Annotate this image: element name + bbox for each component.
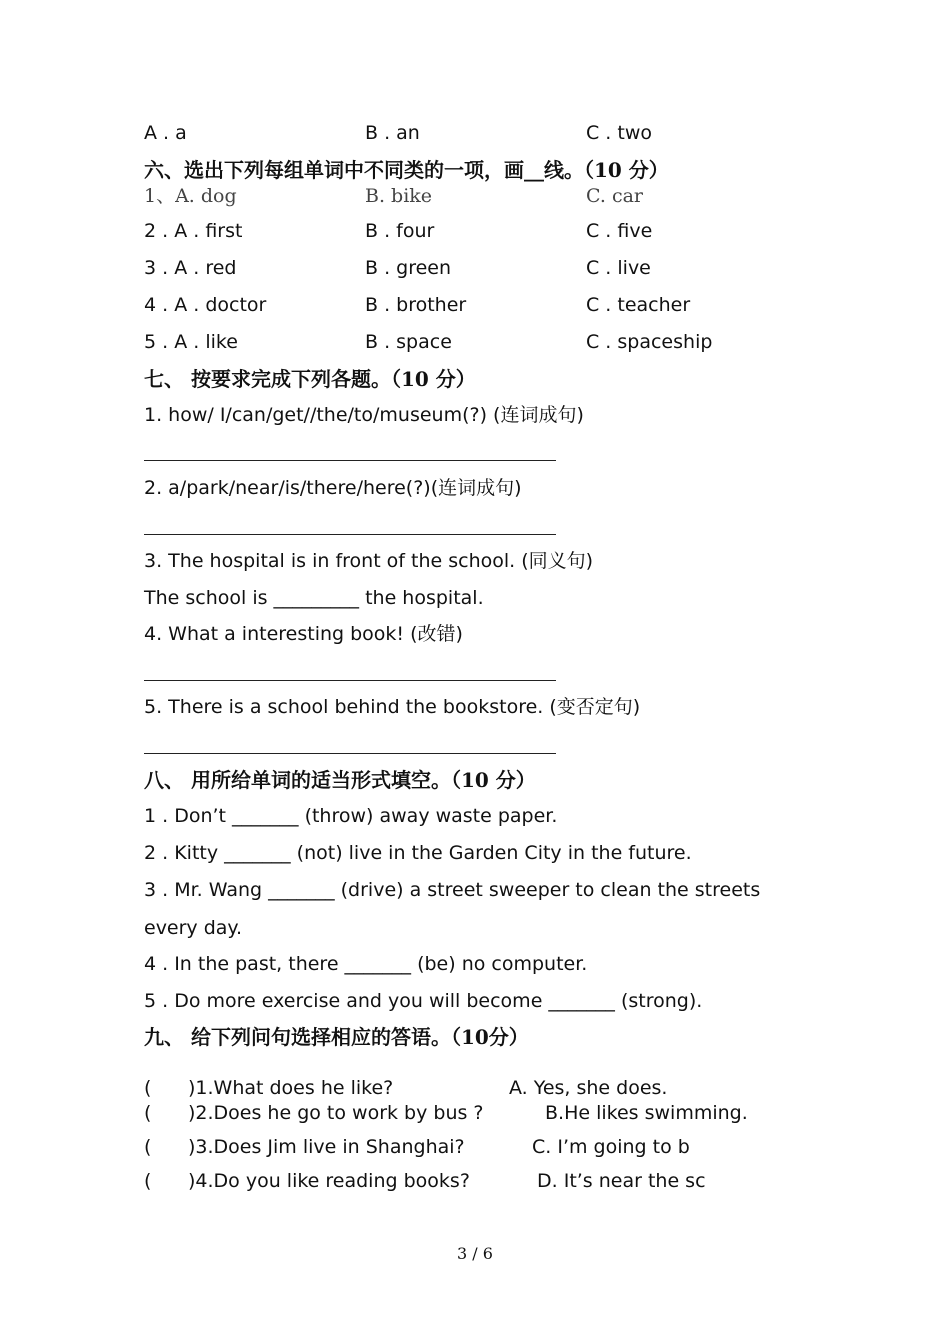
sec9-row3-answer: C. I’m going to b	[532, 1136, 690, 1158]
sec6-row4-c: C . teacher	[586, 294, 691, 316]
sec9-row2-paren: (	[144, 1102, 152, 1124]
sec8-question-5: 5 . Do more exercise and you will become _______ (strong).	[144, 990, 703, 1012]
sec6-row4-a: 4 . A . doctor	[144, 294, 267, 316]
sec6-row1-a: 1、A. dog	[144, 185, 237, 207]
sec9-row4-paren: (	[144, 1170, 152, 1192]
option-b: B . an	[365, 122, 420, 144]
sec8-question-2: 2 . Kitty _______ (not) live in the Garden City in the future.	[144, 842, 692, 864]
sec9-row2-answer: B.He likes swimming.	[545, 1102, 748, 1124]
sec6-row1-c: C. car	[586, 185, 643, 207]
answer-line-4[interactable]	[144, 680, 556, 681]
sec6-row2-c: C . five	[586, 220, 653, 242]
option-c: C . two	[586, 122, 652, 144]
sec9-row1-paren: (	[144, 1077, 152, 1099]
sec6-row5-a: 5 . A . like	[144, 331, 238, 353]
sec6-row3-a: 3 . A . red	[144, 257, 237, 279]
sec9-row2-question: )2.Does he go to work by bus ?	[188, 1102, 484, 1124]
sec9-row4-answer: D. It’s near the sc	[537, 1170, 706, 1192]
sec6-row3-b: B . green	[365, 257, 452, 279]
sec9-row1-answer: A. Yes, she does.	[509, 1077, 668, 1099]
section-8-title: 八、 用所给单词的适当形式填空。（10 分）	[144, 768, 536, 792]
sec7-question-5: 5. There is a school behind the bookstore. (变否定句)	[144, 696, 641, 718]
section-7-title: 七、 按要求完成下列各题。（10 分）	[144, 367, 476, 391]
sec6-row2-a: 2 . A . first	[144, 220, 243, 242]
sec6-row2-b: B . four	[365, 220, 435, 242]
sec9-row3-paren: (	[144, 1136, 152, 1158]
sec7-question-2: 2. a/park/near/is/there/here(?)(连词成句)	[144, 477, 522, 499]
sec6-row5-c: C . spaceship	[586, 331, 713, 353]
section-9-title: 九、 给下列问句选择相应的答语。（10分）	[144, 1025, 529, 1049]
sec9-row3-question: )3.Does Jim live in Shanghai?	[188, 1136, 465, 1158]
sec6-row4-b: B . brother	[365, 294, 467, 316]
sec8-question-3-cont: every day.	[144, 917, 242, 939]
sec8-question-1: 1 . Don’t _______ (throw) away waste paper.	[144, 805, 558, 827]
sec6-row5-b: B . space	[365, 331, 452, 353]
answer-line-5[interactable]	[144, 753, 556, 754]
sec9-row1-question: )1.What does he like?	[188, 1077, 394, 1099]
sec8-question-4: 4 . In the past, there _______ (be) no computer.	[144, 953, 588, 975]
sec9-row4-question: )4.Do you like reading books?	[188, 1170, 470, 1192]
sec7-question-3: 3. The hospital is in front of the school. (同义句)	[144, 550, 594, 572]
section-6-title: 六、选出下列每组单词中不同类的一项，画__线。（10 分）	[144, 158, 669, 182]
sec7-question-1: 1. how/ I/can/get//the/to/museum(?) (连词成句)	[144, 404, 584, 426]
sec6-row3-c: C . live	[586, 257, 651, 279]
answer-line-1[interactable]	[144, 460, 556, 461]
sec8-question-3: 3 . Mr. Wang _______ (drive) a street sweeper to clean the streets	[144, 879, 761, 901]
option-a: A . a	[144, 122, 187, 144]
sec7-question-3-fill: The school is _________ the hospital.	[144, 587, 484, 609]
page-number: 3 / 6	[457, 1244, 493, 1263]
sec7-question-4: 4. What a interesting book! (改错)	[144, 623, 463, 645]
sec6-row1-b: B. bike	[365, 185, 433, 207]
answer-line-2[interactable]	[144, 534, 556, 535]
